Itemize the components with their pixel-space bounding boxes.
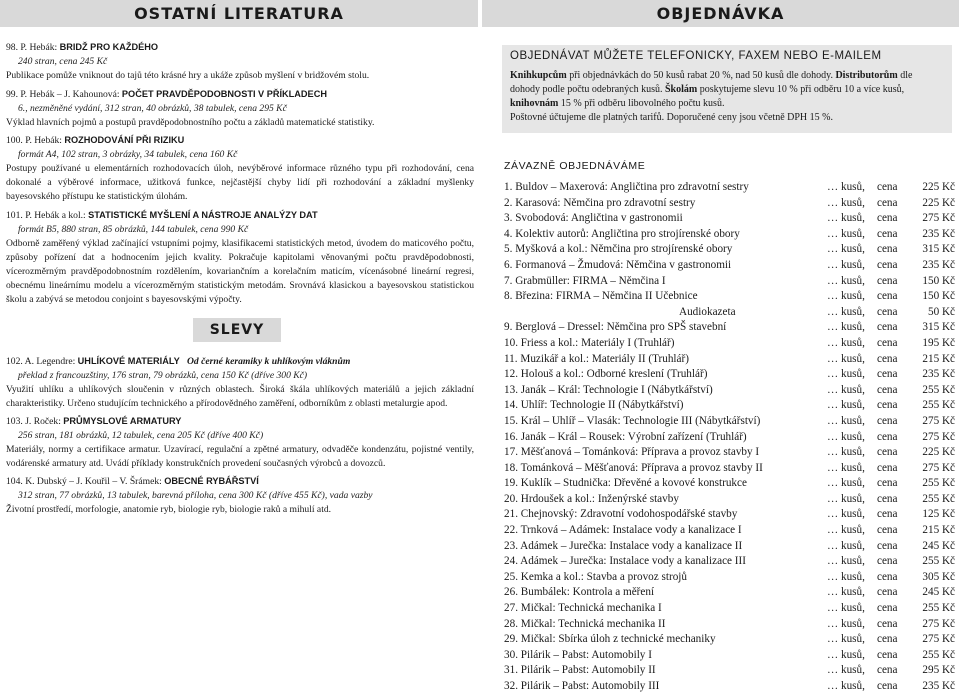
entry-description: Využití uhlíku a uhlíkových sloučenin v různých oblastech. Široká škála uhlíkových materiálů a jejich základní charakteristiky. Určeno studujícím technického a přírodovědného zaměření, odborníkům z oblasti metalurgie apod. [6, 384, 474, 409]
order-price-label: cena [877, 399, 898, 412]
order-price-label: cena [877, 617, 898, 630]
banner-title: OBJEDNÁVKA [656, 4, 785, 23]
order-quantity[interactable]: … kusů, [827, 430, 865, 443]
order-price-label: cena [877, 352, 898, 365]
order-price: 150 Kč [922, 274, 955, 287]
order-row [504, 305, 959, 321]
order-price-label: cena [877, 258, 898, 271]
order-quantity[interactable]: … kusů, [827, 539, 865, 552]
order-title: 11. Muzikář a kol.: Materiály II (Truhlář) [504, 352, 689, 365]
order-title: 3. Svobodová: Angličtina v gastronomii [504, 212, 683, 225]
order-price: 255 Kč [922, 477, 955, 490]
order-quantity[interactable]: … kusů, [827, 586, 865, 599]
order-title: 10. Friess a kol.: Materiály I (Truhlář) [504, 336, 675, 349]
order-price-label: cena [877, 586, 898, 599]
order-row [504, 398, 959, 414]
order-price-label: cena [877, 336, 898, 349]
order-quantity[interactable]: … kusů, [827, 461, 865, 474]
order-title: 4. Kolektiv autorů: Angličtina pro strojírenské obory [504, 227, 740, 240]
order-quantity[interactable]: … kusů, [827, 524, 865, 537]
order-price-label: cena [877, 383, 898, 396]
order-quantity[interactable]: … kusů, [827, 492, 865, 505]
entry-author: 99. P. Hebák – J. Kahounová: [6, 89, 122, 100]
order-price-label: cena [877, 664, 898, 677]
order-title: Audiokazeta [679, 305, 736, 318]
order-list [504, 180, 959, 695]
entry-meta: 6., nezměněné vydání, 312 stran, 40 obrázků, 38 tabulek, cena 295 Kč [18, 103, 287, 114]
entry-title: PRŮMYSLOVÉ ARMATURY [63, 416, 182, 426]
order-price: 245 Kč [922, 586, 955, 599]
order-price: 315 Kč [922, 321, 955, 334]
entry-description: Postupy používané u elementárních rozhodovacích úloh, nevýběrové informace různého typu při rozhodování, cena dokonalé a výběrové informace, užitková funkce, nejčastější chyby lidí při rozhodování a základní myšlenky bayesovského přístupu ke statistickým úlohám. [6, 163, 474, 202]
entry-meta: 312 stran, 77 obrázků, 13 tabulek, barevná příloha, cena 300 Kč (dříve 455 Kč), vada vazby [18, 490, 373, 501]
entry-author: 104. K. Dubský – J. Kouřil – V. Šrámek: [6, 476, 165, 487]
order-price-label: cena [877, 414, 898, 427]
order-quantity[interactable]: … kusů, [827, 399, 865, 412]
order-title: 25. Kemka a kol.: Stavba a provoz strojů [504, 570, 687, 583]
order-quantity[interactable]: … kusů, [827, 227, 865, 240]
order-price-label: cena [877, 570, 898, 583]
order-row [504, 679, 959, 695]
order-title: 8. Březina: FIRMA – Němčina II Učebnice [504, 290, 698, 303]
order-price: 275 Kč [922, 461, 955, 474]
order-row [504, 461, 959, 477]
order-price-label: cena [877, 680, 898, 692]
order-price-label: cena [877, 508, 898, 521]
order-row [504, 476, 959, 492]
order-price: 215 Kč [922, 524, 955, 537]
order-price-label: cena [877, 602, 898, 615]
order-price-label: cena [877, 321, 898, 334]
order-price: 255 Kč [922, 602, 955, 615]
order-title: 16. Janák – Král – Rousek: Výrobní zařízení (Truhlář) [504, 430, 747, 443]
order-title: 21. Chejnovský: Zdravotní vodohospodářské stavby [504, 508, 738, 521]
order-price: 50 Kč [927, 305, 955, 318]
order-price: 295 Kč [922, 664, 955, 677]
entry-description: Životní prostředí, morfologie, anatomie ryb, biologie ryb, biologie raků a mihulí atd. [6, 504, 332, 515]
order-price: 275 Kč [922, 633, 955, 646]
entry-author: 101. P. Hebák a kol.: [6, 210, 89, 221]
order-price: 225 Kč [922, 446, 955, 459]
order-info-box [502, 45, 952, 133]
book-entry [6, 40, 474, 83]
order-price: 235 Kč [922, 368, 955, 381]
order-title: 7. Grabmüller: FIRMA – Němčina I [504, 274, 666, 287]
order-quantity[interactable]: … kusů, [827, 368, 865, 381]
order-quantity[interactable]: … kusů, [827, 290, 865, 303]
book-entry [6, 208, 474, 307]
order-title: 14. Uhlíř: Technologie II (Nábytkářství) [504, 399, 684, 412]
entry-author: 102. A. Legendre: [6, 356, 78, 367]
order-row [504, 196, 959, 212]
order-price-label: cena [877, 539, 898, 552]
order-title: 30. Pilárik – Pabst: Automobily I [504, 648, 652, 661]
order-title: 15. Král – Uhlíř – Vlasák: Technologie III (Nábytkářství) [504, 414, 761, 427]
order-price-label: cena [877, 648, 898, 661]
order-row [504, 585, 959, 601]
order-price-label: cena [877, 274, 898, 287]
order-row [504, 570, 959, 586]
order-price-label: cena [877, 633, 898, 646]
entry-subtitle: Od černé keramiky k uhlíkovým vláknům [186, 356, 351, 367]
book-entry [6, 474, 474, 517]
order-info-text: Knihkupcům při objednávkách do 50 kusů rabat 20 %, nad 50 kusů dle dohody. Distributorům dle dohody podle počtu odebraných kusů. Školám poskytujeme slevu 10 % při odběru 10 a více kusů, knihovnám 15 % při odběru libovolného počtu kusů. [510, 70, 913, 109]
entry-meta: překlad z francouzštiny, 176 stran, 79 obrázků, cena 150 Kč (dříve 300 Kč) [18, 370, 308, 381]
order-title: 29. Mičkal: Sbírka úloh z technické mechaniky [504, 633, 716, 646]
order-row [504, 663, 959, 679]
order-title: 20. Hrdoušek a kol.: Inženýrské stavby [504, 492, 679, 505]
order-price-label: cena [877, 290, 898, 303]
order-price-label: cena [877, 461, 898, 474]
order-row [504, 258, 959, 274]
order-quantity[interactable]: … kusů, [827, 274, 865, 287]
order-quantity[interactable]: … kusů, [827, 664, 865, 677]
order-quantity[interactable]: … kusů, [827, 570, 865, 583]
order-title: 32. Pilárik – Pabst: Automobily III [504, 680, 660, 692]
order-price: 235 Kč [922, 258, 955, 271]
order-title: 2. Karasová: Němčina pro zdravotní sestry [504, 196, 696, 209]
order-price: 275 Kč [922, 430, 955, 443]
order-title: 17. Měšťanová – Tománková: Příprava a provoz stavby I [504, 446, 760, 459]
order-price-label: cena [877, 368, 898, 381]
entry-meta: formát B5, 880 stran, 85 obrázků, 144 tabulek, cena 990 Kč [18, 224, 249, 235]
order-price-label: cena [877, 227, 898, 240]
entry-title: UHLÍKOVÉ MATERIÁLY [77, 356, 180, 366]
order-quantity[interactable]: … kusů, [827, 321, 865, 334]
entry-author: 100. P. Hebák: [6, 135, 65, 146]
order-quantity[interactable]: … kusů, [827, 617, 865, 630]
order-quantity[interactable]: … kusů, [827, 212, 865, 225]
entry-title: BRIDŽ PRO KAŽDÉHO [59, 42, 159, 52]
order-info-postage: Poštovné účtujeme dle platných tarifů. Doporučené ceny jsou včetně DPH 15 %. [510, 112, 833, 123]
order-price: 255 Kč [922, 555, 955, 568]
order-row [504, 242, 959, 258]
order-title: 24. Adámek – Jurečka: Instalace vody a kanalizace III [504, 555, 746, 568]
order-quantity[interactable]: … kusů, [827, 414, 865, 427]
order-title: 9. Berglová – Dressel: Němčina pro SPŠ stavební [504, 321, 727, 334]
order-row [504, 601, 959, 617]
order-row [504, 320, 959, 336]
order-price: 225 Kč [922, 181, 955, 193]
order-quantity[interactable]: … kusů, [827, 181, 865, 193]
entry-author: 103. J. Roček: [6, 416, 64, 427]
order-price-label: cena [877, 181, 898, 193]
entry-description: Publikace pomůže vniknout do tajů této krásné hry a ukáže způsob myšlení v bridžovém stolu. [6, 70, 370, 81]
banner-title: SLEVY [209, 322, 265, 338]
order-quantity[interactable]: … kusů, [827, 446, 865, 459]
order-quantity[interactable]: … kusů, [827, 555, 865, 568]
order-price-label: cena [877, 446, 898, 459]
order-price: 150 Kč [922, 290, 955, 303]
order-title: 31. Pilárik – Pabst: Automobily II [504, 664, 656, 677]
order-row [504, 274, 959, 290]
order-title: 13. Janák – Král: Technologie I (Nábytkářství) [504, 383, 713, 396]
entry-meta: 256 stran, 181 obrázků, 12 tabulek, cena 205 Kč (dříve 400 Kč) [18, 430, 264, 441]
order-price: 255 Kč [922, 492, 955, 505]
order-quantity[interactable]: … kusů, [827, 305, 865, 318]
left-column [0, 0, 478, 515]
order-price: 275 Kč [922, 212, 955, 225]
order-row [504, 648, 959, 664]
section-banner-discounts [193, 318, 281, 342]
order-quantity[interactable]: … kusů, [827, 602, 865, 615]
order-price-label: cena [877, 555, 898, 568]
order-row [504, 492, 959, 508]
order-quantity[interactable]: … kusů, [827, 508, 865, 521]
order-price-label: cena [877, 477, 898, 490]
book-entry [6, 133, 474, 204]
order-row [504, 445, 959, 461]
order-quantity[interactable]: … kusů, [827, 680, 865, 692]
order-row [504, 554, 959, 570]
order-price: 305 Kč [922, 570, 955, 583]
order-price-label: cena [877, 212, 898, 225]
order-price: 255 Kč [922, 399, 955, 412]
order-row [504, 414, 959, 430]
order-quantity[interactable]: … kusů, [827, 196, 865, 209]
order-quantity[interactable]: … kusů, [827, 648, 865, 661]
order-row [504, 227, 959, 243]
entry-author: 98. P. Hebák: [6, 42, 60, 53]
order-title: 19. Kuklík – Studnička: Dřevěné a kovové konstrukce [504, 477, 747, 490]
order-row [504, 352, 959, 368]
book-entry [6, 414, 474, 471]
order-price: 275 Kč [922, 414, 955, 427]
entry-description: Odborně zaměřený výklad začínající vstupními pojmy, klasifikacemi statistických metod, úvodem do maticového počtu, způsoby pořízení dat a hodnocením jejich kvality. Pokračuje kapitolami věnovanými počtu pravděpodobnosti, vícerozměrným pravděpodobnostním rozdělením, kovariančním a korelačním maticím, vícenásobné lineární regresi, obecnému lineárnímu modelu a vícerozměrným statistickým metodám. Srovnává klasickou a bayesovskou statistickou školu a zabývá se metodou conjoint s bayesovskými výpočty. [6, 238, 474, 305]
order-row [504, 383, 959, 399]
order-price-label: cena [877, 196, 898, 209]
order-title: 27. Mičkal: Technická mechanika I [504, 602, 662, 615]
entry-title: POČET PRAVDĚPODOBNOSTI V PŘÍKLADECH [121, 89, 327, 99]
entry-title: OBECNÉ RYBÁŘSTVÍ [164, 476, 259, 486]
entry-meta: formát A4, 102 stran, 3 obrázky, 34 tabulek, cena 160 Kč [18, 149, 238, 160]
order-row [504, 617, 959, 633]
order-row [504, 367, 959, 383]
order-price: 215 Kč [922, 352, 955, 365]
order-row [504, 336, 959, 352]
order-title: 12. Holouš a kol.: Odborné kreslení (Truhlář) [504, 368, 708, 381]
order-price: 125 Kč [922, 508, 955, 521]
order-price: 245 Kč [922, 539, 955, 552]
order-price: 235 Kč [922, 227, 955, 240]
order-quantity[interactable]: … kusů, [827, 258, 865, 271]
order-quantity[interactable]: … kusů, [827, 383, 865, 396]
order-quantity[interactable]: … kusů, [827, 243, 865, 256]
order-quantity[interactable]: … kusů, [827, 352, 865, 365]
entry-description: Materiály, normy a certifikace armatur. Uzavírací, regulační a zpětné armatury, odvaděče kondenzátu, pojistné ventily, vodárenské armatury atd. Uvádí příklady konstrukčních provedení současných výrobců a dovozců. [6, 444, 474, 469]
order-price: 235 Kč [922, 680, 955, 692]
order-title: 26. Bumbálek: Kontrola a měření [504, 586, 655, 599]
order-price-label: cena [877, 524, 898, 537]
order-title: 23. Adámek – Jurečka: Instalace vody a kanalizace II [504, 539, 743, 552]
order-price-label: cena [877, 243, 898, 256]
section-banner-literature [0, 0, 478, 27]
order-title: 18. Tománková – Měšťanová: Příprava a provoz stavby II [504, 461, 763, 474]
order-price: 225 Kč [922, 196, 955, 209]
order-row [504, 430, 959, 446]
order-price-label: cena [877, 430, 898, 443]
order-quantity[interactable]: … kusů, [827, 633, 865, 646]
entry-meta: 240 stran, cena 245 Kč [18, 56, 108, 67]
order-row [504, 289, 959, 305]
book-entry [6, 87, 474, 130]
order-quantity[interactable]: … kusů, [827, 336, 865, 349]
order-price: 275 Kč [922, 617, 955, 630]
order-title: 6. Formanová – Žmudová: Němčina v gastronomii [504, 258, 732, 271]
section-banner-order [482, 0, 959, 27]
order-row [504, 180, 959, 196]
right-column [482, 0, 959, 692]
order-price: 255 Kč [922, 648, 955, 661]
order-price-label: cena [877, 492, 898, 505]
order-heading: ZÁVAZNĚ OBJEDNÁVÁME [504, 160, 646, 172]
order-row [504, 632, 959, 648]
order-title: 28. Mičkal: Technická mechanika II [504, 617, 666, 630]
order-title: 22. Trnková – Adámek: Instalace vody a kanalizace I [504, 524, 742, 537]
order-row [504, 539, 959, 555]
order-info-title: OBJEDNÁVAT MŮŽETE TELEFONICKY, FAXEM NEBO E-MAILEM [510, 50, 882, 62]
entry-title: STATISTICKÉ MYŠLENÍ A NÁSTROJE ANALÝZY DAT [88, 210, 318, 220]
order-price: 315 Kč [922, 243, 955, 256]
order-row [504, 523, 959, 539]
order-row [504, 211, 959, 227]
book-entry [6, 354, 474, 411]
order-quantity[interactable]: … kusů, [827, 477, 865, 490]
entry-title: ROZHODOVÁNÍ PŘI RIZIKU [64, 135, 185, 145]
order-price: 195 Kč [922, 336, 955, 349]
order-title: 5. Myšková a kol.: Němčina pro strojírenské obory [504, 243, 733, 256]
order-row [504, 507, 959, 523]
order-price: 255 Kč [922, 383, 955, 396]
order-price-label: cena [877, 305, 898, 318]
entry-description: Výklad hlavních pojmů a postupů pravděpodobnostního počtu a základů matematické statistiky. [6, 117, 375, 128]
order-title: 1. Buldov – Maxerová: Angličtina pro zdravotní sestry [504, 181, 749, 193]
banner-title: OSTATNÍ LITERATURA [134, 4, 344, 23]
